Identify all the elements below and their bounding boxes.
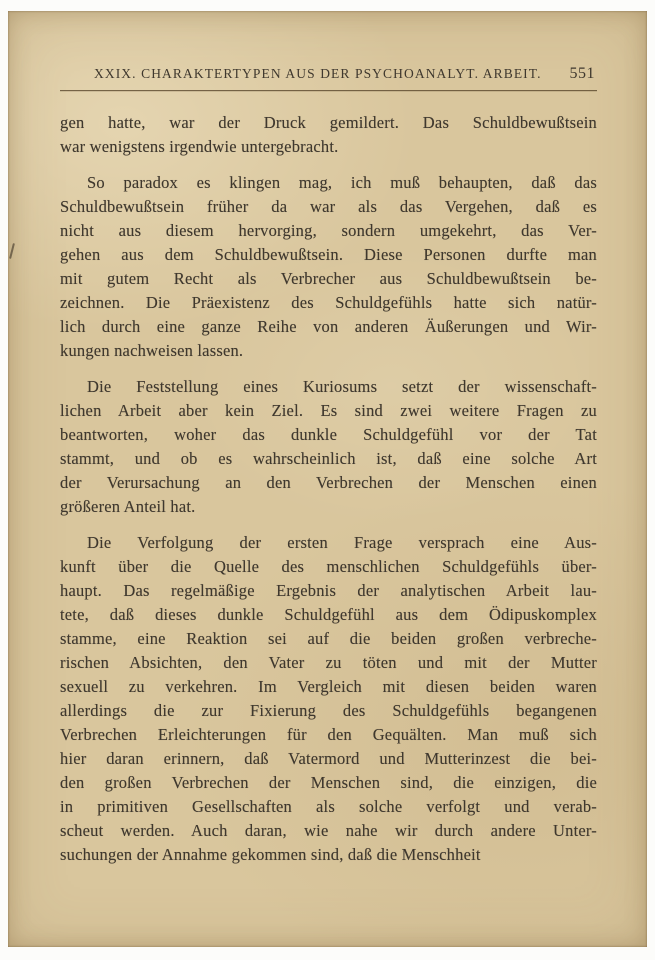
text-line: Verbrechen Erleichterungen für den Gequälten. Man muß sich [60, 725, 597, 744]
text-line: kungen nachweisen lassen. [60, 341, 244, 360]
text-line: Die Verfolgung der ersten Frage versprach eine Aus- [87, 533, 597, 552]
text-line: lichen Arbeit aber kein Ziel. Es sind zwei weitere Fragen zu [60, 401, 597, 420]
paragraph [60, 375, 597, 519]
text-line: mit gutem Recht als Verbrecher aus Schuldbewußtsein be- [60, 269, 597, 288]
text-line: zeichnen. Die Präexistenz des Schuldgefühls hatte sich natür- [60, 293, 597, 312]
text-line: scheut werden. Auch daran, wie nahe wir durch andere Unter- [60, 821, 597, 840]
text-line: den großen Verbrechen der Menschen sind, die einzigen, die [60, 773, 597, 792]
text-line: größeren Anteil hat. [60, 497, 196, 516]
page-body [8, 91, 647, 867]
page-header [8, 11, 647, 83]
paragraph [60, 171, 597, 363]
chapter-running-title: XXIX. CHARAKTERTYPEN AUS DER PSYCHOANALYT. ARBEIT. [94, 66, 542, 81]
page-number: 551 [569, 65, 595, 82]
text-line: rischen Absichten, den Vater zu töten und mit der Mutter [60, 653, 597, 672]
text-line: Schuldbewußtsein früher da war als das Vergehen, daß es [60, 197, 597, 216]
text-line: gen hatte, war der Druck gemildert. Das Schuldbewußtsein [60, 113, 597, 132]
text-line: Die Feststellung eines Kuriosums setzt der wissenschaft- [87, 377, 597, 396]
paragraph [60, 111, 597, 159]
text-line: in primitiven Gesellschaften als solche verfolgt und verab- [60, 797, 597, 816]
text-line: nicht aus diesem hervorging, sondern umgekehrt, das Ver- [60, 221, 597, 240]
paragraph [60, 531, 597, 867]
text-line: war wenigstens irgendwie untergebracht. [60, 137, 339, 156]
text-line: sexuell zu verkehren. Im Vergleich mit diesen beiden waren [60, 677, 597, 696]
text-line: stammt, und ob es wahrscheinlich ist, daß eine solche Art [60, 449, 597, 468]
text-line: gehen aus dem Schuldbewußtsein. Diese Personen durfte man [60, 245, 597, 264]
text-line: allerdings die zur Fixierung des Schuldgefühls begangenen [60, 701, 597, 720]
text-line: hier daran erinnern, daß Vatermord und Mutterinzest die bei- [60, 749, 597, 768]
text-line: lich durch eine ganze Reihe von anderen Äußerungen und Wir- [60, 317, 597, 336]
text-line: suchungen der Annahme gekommen sind, daß die Menschheit [60, 845, 481, 864]
text-line: beantworten, woher das dunkle Schuldgefühl vor der Tat [60, 425, 597, 444]
book-page [8, 11, 647, 947]
text-line: haupt. Das regelmäßige Ergebnis der analytischen Arbeit lau- [60, 581, 597, 600]
text-line: stamme, eine Reaktion sei auf die beiden großen verbreche- [60, 629, 597, 648]
text-line: So paradox es klingen mag, ich muß behaupten, daß das [87, 173, 597, 192]
text-line: tete, daß dieses dunkle Schuldgefühl aus dem Ödipuskomplex [60, 605, 597, 624]
text-line: kunft über die Quelle des menschlichen Schuldgefühls über- [60, 557, 597, 576]
text-line: der Verursachung an den Verbrechen der Menschen einen [60, 473, 597, 492]
